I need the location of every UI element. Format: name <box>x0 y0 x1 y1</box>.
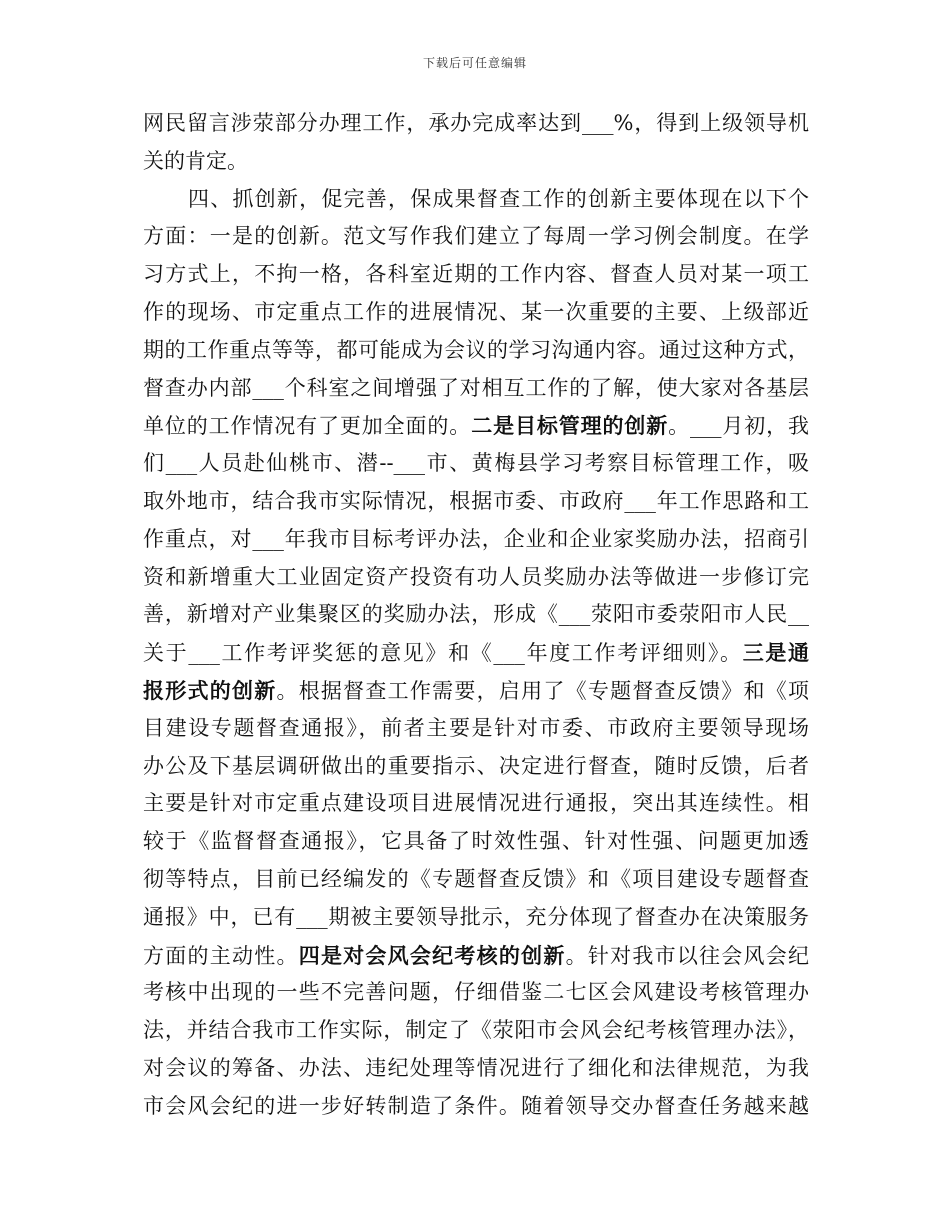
text-segment: 善，新增对产业集聚区的奖励办法，形成《___荥阳市委荥阳市人民__ <box>143 602 809 627</box>
text-line <box>143 105 809 143</box>
page-header: 下载后可任意编辑 <box>422 56 527 70</box>
text-segment: 方面：一是的创新。范文写作我们建立了每周一学习例会制度。在学 <box>143 224 809 249</box>
text-line <box>143 445 809 483</box>
text-segment: 作重点，对___年我市目标考评办法，企业和企业家奖励办法，招商引 <box>143 526 809 551</box>
text-segment: 关的肯定。 <box>143 148 248 173</box>
text-line <box>143 294 809 332</box>
text-segment: 期的工作重点等等，都可能成为会议的学习沟通内容。通过这种方式， <box>143 337 809 362</box>
text-line <box>143 974 809 1012</box>
bold-text-segment: 报形式的创新 <box>143 677 277 703</box>
text-line <box>143 332 809 370</box>
text-segment: 市会风会纪的进一步好转制造了条件。随着领导交办督查任务越来越 <box>143 1093 809 1118</box>
text-line <box>143 143 809 181</box>
text-line <box>143 370 809 408</box>
text-line <box>143 559 809 597</box>
text-line <box>143 596 809 634</box>
text-segment: 资和新增重大工业固定资产投资有功人员奖励办法等做进一步修订完 <box>143 564 809 589</box>
text-segment: 考核中出现的一些不完善问题，仔细借鉴二七区会风建设考核管理办 <box>143 980 809 1005</box>
bold-text-segment: 三是通 <box>742 640 810 666</box>
text-segment: 。___月初，我 <box>668 414 810 439</box>
text-line <box>143 785 809 823</box>
text-segment: 目建设专题督查通报》，前者主要是针对市委、市政府主要领导现场 <box>143 715 809 740</box>
text-line <box>143 748 809 786</box>
text-segment: 取外地市，结合我市实际情况，根据市委、市政府___年工作思路和工 <box>143 488 809 513</box>
text-segment: 四、抓创新，促完善，保成果督查工作的创新主要体现在以下个 <box>188 186 809 211</box>
text-line <box>143 256 809 294</box>
text-segment: 。针对我市以往会风会纪 <box>565 943 810 968</box>
text-segment: 单位的工作情况有了更加全面的。 <box>143 414 472 439</box>
document-body <box>143 105 809 1126</box>
text-segment: 。根据督查工作需要，启用了《专题督查反馈》和《项 <box>276 678 810 703</box>
text-line <box>143 181 809 219</box>
text-line <box>143 634 809 672</box>
text-line <box>143 1088 809 1126</box>
text-segment: 办公及下基层调研做出的重要指示、决定进行督查，随时反馈，后者 <box>143 753 809 778</box>
text-segment: 习方式上，不拘一格，各科室近期的工作内容、督查人员对某一项工 <box>143 262 809 287</box>
bold-text-segment: 二是目标管理的创新 <box>471 413 669 439</box>
text-segment: 主要是针对市定重点建设项目进展情况进行通报，突出其连续性。相 <box>143 791 809 816</box>
text-line <box>143 1012 809 1050</box>
text-segment: 关于___工作考评奖惩的意见》和《___年度工作考评细则》。 <box>143 641 743 666</box>
bold-text-segment: 四是对会风会纪考核的创新 <box>298 942 566 968</box>
text-segment: 督查办内部___个科室之间增强了对相互工作的了解，使大家对各基层 <box>143 375 809 400</box>
text-segment: 方面的主动性。 <box>143 943 299 968</box>
text-line <box>143 407 809 445</box>
text-segment: 通报》中，已有___期被主要领导批示，充分体现了督查办在决策服务 <box>143 904 809 929</box>
text-line <box>143 218 809 256</box>
text-line <box>143 899 809 937</box>
text-segment: 网民留言涉荥部分办理工作，承办完成率达到___%，得到上级领导机 <box>143 111 809 135</box>
text-segment: 法，并结合我市工作实际，制定了《荥阳市会风会纪考核管理办法》， <box>143 1018 809 1043</box>
text-line <box>143 672 809 710</box>
text-line <box>143 483 809 521</box>
text-line <box>143 861 809 899</box>
text-segment: 彻等特点，目前已经编发的《专题督查反馈》和《项目建设专题督查 <box>143 866 809 891</box>
text-segment: 对会议的筹备、办法、违纪处理等情况进行了细化和法律规范，为我 <box>143 1055 809 1080</box>
text-segment: 们___人员赴仙桃市、潜--___市、黄梅县学习考察目标管理工作，吸 <box>143 451 809 476</box>
text-segment: 作的现场、市定重点工作的进展情况、某一次重要的主要、上级部近 <box>143 299 809 324</box>
text-line <box>143 710 809 748</box>
text-line <box>143 521 809 559</box>
text-segment: 较于《监督督查通报》，它具备了时效性强、针对性强、问题更加透 <box>143 829 809 854</box>
text-line <box>143 937 809 975</box>
text-line <box>143 1050 809 1088</box>
text-line <box>143 823 809 861</box>
